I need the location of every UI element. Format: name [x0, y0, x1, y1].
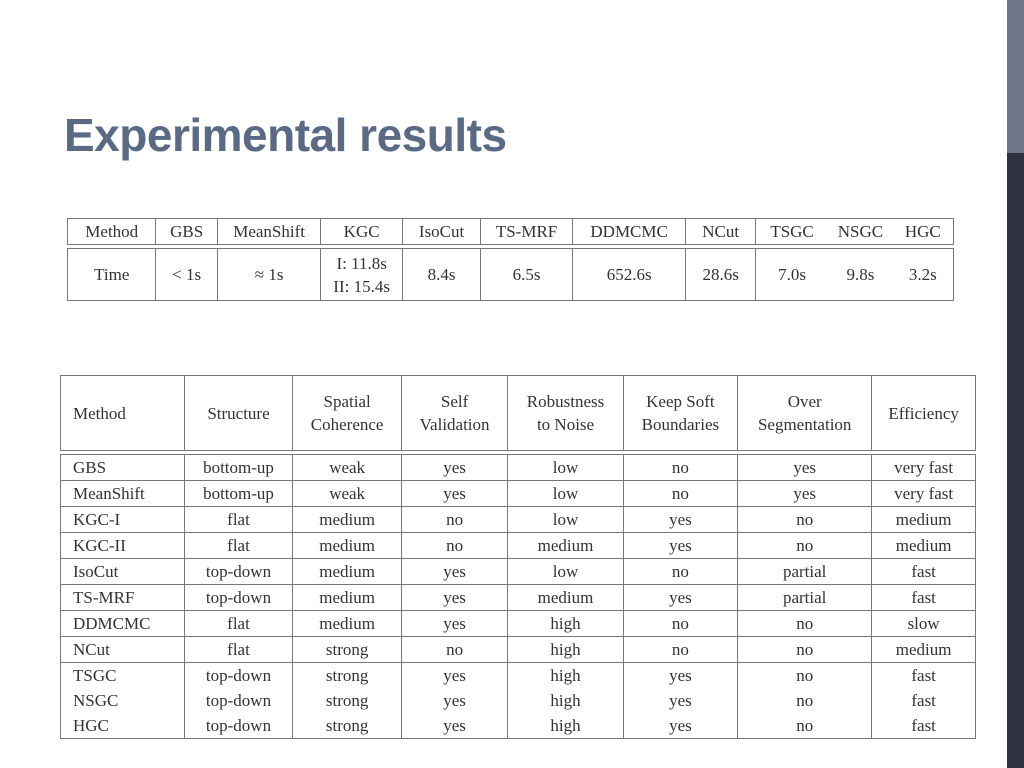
table-row — [61, 713, 976, 739]
comparison-cell: flat — [184, 637, 293, 663]
comparison-cell: strong — [293, 713, 402, 739]
method-cell: MeanShift — [61, 481, 185, 507]
comparison-cell: flat — [184, 507, 293, 533]
comparison-cell: no — [623, 481, 737, 507]
table-row — [61, 507, 976, 533]
comparison-header-line: Over — [787, 392, 822, 411]
timing-cell: 8.4s — [402, 249, 480, 301]
comparison-cell: no — [401, 637, 507, 663]
timing-header: NSGC — [828, 219, 892, 245]
comparison-cell: medium — [293, 507, 402, 533]
kgc-time-i: I: 11.8s — [336, 253, 387, 273]
comparison-cell: very fast — [872, 481, 976, 507]
timing-cell: 9.8s — [828, 249, 892, 301]
comparison-header-line: Robustness — [526, 392, 605, 411]
comparison-cell: no — [623, 611, 737, 637]
table-row — [61, 688, 976, 713]
comparison-cell: top-down — [184, 559, 293, 585]
comparison-cell: yes — [738, 455, 872, 481]
comparison-cell: medium — [508, 533, 623, 559]
timing-header: TSGC — [755, 219, 828, 245]
comparison-cell: no — [738, 663, 872, 689]
comparison-header — [293, 376, 402, 451]
comparison-cell: no — [738, 533, 872, 559]
comparison-cell: low — [508, 481, 623, 507]
comparison-cell: fast — [872, 663, 976, 689]
timing-cell: 3.2s — [893, 249, 954, 301]
comparison-cell: no — [623, 559, 737, 585]
timing-header: Method — [68, 219, 156, 245]
comparison-cell: weak — [293, 455, 402, 481]
kgc-time-ii: II: 15.4s — [333, 276, 390, 296]
comparison-cell: partial — [738, 559, 872, 585]
table-row — [61, 663, 976, 689]
comparison-cell: weak — [293, 481, 402, 507]
comparison-cell: no — [738, 611, 872, 637]
comparison-cell: strong — [293, 663, 402, 689]
comparison-header — [738, 376, 872, 451]
comparison-header — [61, 376, 185, 451]
timing-row-label: Time — [68, 249, 156, 301]
comparison-cell: low — [508, 559, 623, 585]
sidebar-accent-top — [1007, 0, 1024, 153]
method-cell: TS-MRF — [61, 585, 185, 611]
comparison-cell: no — [623, 637, 737, 663]
comparison-cell: low — [508, 455, 623, 481]
comparison-header — [401, 376, 507, 451]
comparison-table — [60, 375, 976, 739]
timing-header: NCut — [686, 219, 755, 245]
comparison-header-line: Spatial — [323, 392, 371, 411]
comparison-cell: bottom-up — [184, 455, 293, 481]
comparison-cell: high — [508, 663, 623, 689]
comparison-header-line: Efficiency — [888, 403, 959, 423]
timing-cell: 652.6s — [572, 249, 686, 301]
slide-title: Experimental results — [64, 109, 507, 161]
comparison-cell: high — [508, 713, 623, 739]
comparison-cell: medium — [872, 637, 976, 663]
comparison-header-line: Self — [440, 392, 469, 411]
timing-cell: 6.5s — [481, 249, 573, 301]
comparison-cell: medium — [293, 559, 402, 585]
comparison-cell: no — [738, 507, 872, 533]
method-cell: KGC-I — [61, 507, 185, 533]
comparison-cell: medium — [293, 611, 402, 637]
comparison-cell: very fast — [872, 455, 976, 481]
comparison-cell: fast — [872, 688, 976, 713]
table-row — [61, 481, 976, 507]
comparison-cell: yes — [401, 585, 507, 611]
comparison-cell: no — [738, 713, 872, 739]
method-cell: KGC-II — [61, 533, 185, 559]
table-row — [61, 611, 976, 637]
table-row — [61, 455, 976, 481]
comparison-cell: high — [508, 611, 623, 637]
comparison-cell: low — [508, 507, 623, 533]
comparison-header — [872, 376, 976, 451]
comparison-cell: flat — [184, 611, 293, 637]
method-cell: NSGC — [61, 688, 185, 713]
timing-cell: 7.0s — [755, 249, 828, 301]
comparison-cell: no — [401, 533, 507, 559]
timing-header: TS-MRF — [481, 219, 573, 245]
timing-cell: 28.6s — [686, 249, 755, 301]
comparison-cell: fast — [872, 713, 976, 739]
comparison-header-row — [61, 376, 976, 451]
comparison-cell: yes — [401, 663, 507, 689]
timing-header: MeanShift — [217, 219, 321, 245]
table-row — [61, 637, 976, 663]
comparison-cell: yes — [738, 481, 872, 507]
comparison-header-line: Coherence — [310, 415, 384, 434]
timing-header: GBS — [156, 219, 217, 245]
comparison-cell: yes — [401, 611, 507, 637]
comparison-cell: strong — [293, 688, 402, 713]
timing-header: IsoCut — [402, 219, 480, 245]
comparison-header-line: Segmentation — [757, 415, 852, 434]
comparison-cell: fast — [872, 585, 976, 611]
comparison-cell: top-down — [184, 688, 293, 713]
comparison-cell: partial — [738, 585, 872, 611]
timing-header: KGC — [321, 219, 402, 245]
comparison-cell: yes — [623, 688, 737, 713]
comparison-cell: no — [738, 688, 872, 713]
method-cell: IsoCut — [61, 559, 185, 585]
timing-table — [67, 218, 954, 301]
comparison-cell: medium — [293, 533, 402, 559]
comparison-header-line: Keep Soft — [646, 392, 715, 411]
timing-cell: < 1s — [156, 249, 217, 301]
method-cell: TSGC — [61, 663, 185, 689]
timing-header: DDMCMC — [572, 219, 686, 245]
timing-data-row — [68, 249, 954, 301]
comparison-header-line: Method — [73, 403, 126, 423]
comparison-cell: high — [508, 688, 623, 713]
comparison-cell: medium — [508, 585, 623, 611]
timing-header-row — [68, 219, 954, 245]
comparison-cell: yes — [401, 713, 507, 739]
method-cell: DDMCMC — [61, 611, 185, 637]
comparison-cell: yes — [401, 559, 507, 585]
timing-header: HGC — [893, 219, 954, 245]
comparison-cell: no — [401, 507, 507, 533]
comparison-header-line: Structure — [207, 403, 270, 423]
comparison-cell: yes — [401, 455, 507, 481]
comparison-header-line: to Noise — [536, 415, 595, 434]
comparison-cell: top-down — [184, 713, 293, 739]
comparison-header — [184, 376, 293, 451]
comparison-cell: yes — [623, 585, 737, 611]
timing-cell-kgc — [321, 249, 402, 301]
comparison-cell: medium — [293, 585, 402, 611]
method-cell: GBS — [61, 455, 185, 481]
comparison-cell: medium — [872, 507, 976, 533]
comparison-cell: yes — [401, 481, 507, 507]
method-cell: NCut — [61, 637, 185, 663]
comparison-cell: medium — [872, 533, 976, 559]
table-row — [61, 585, 976, 611]
comparison-header — [623, 376, 737, 451]
comparison-header — [508, 376, 623, 451]
comparison-header-line: Validation — [419, 415, 490, 434]
comparison-cell: high — [508, 637, 623, 663]
timing-cell: ≈ 1s — [217, 249, 321, 301]
comparison-cell: strong — [293, 637, 402, 663]
comparison-cell: flat — [184, 533, 293, 559]
comparison-cell: yes — [401, 688, 507, 713]
comparison-cell: yes — [623, 533, 737, 559]
comparison-cell: yes — [623, 713, 737, 739]
comparison-cell: no — [738, 637, 872, 663]
method-cell: HGC — [61, 713, 185, 739]
comparison-cell: yes — [623, 507, 737, 533]
comparison-cell: top-down — [184, 585, 293, 611]
comparison-cell: yes — [623, 663, 737, 689]
comparison-cell: no — [623, 455, 737, 481]
table-row — [61, 533, 976, 559]
comparison-cell: top-down — [184, 663, 293, 689]
table-row — [61, 559, 976, 585]
comparison-cell: fast — [872, 559, 976, 585]
comparison-header-line: Boundaries — [641, 415, 720, 434]
comparison-cell: slow — [872, 611, 976, 637]
comparison-cell: bottom-up — [184, 481, 293, 507]
